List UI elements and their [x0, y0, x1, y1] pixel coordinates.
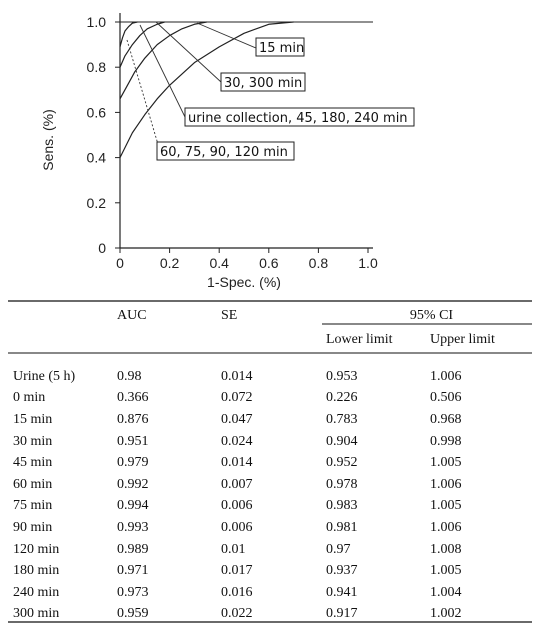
row-label: 180 min	[13, 563, 60, 579]
upper-limit-value: 1.006	[430, 368, 462, 384]
se-value: 0.072	[221, 390, 253, 406]
label-30-300: 30, 300 min	[224, 76, 303, 91]
lower-limit-value: 0.981	[326, 519, 358, 535]
roc-curve-3	[120, 22, 137, 47]
upper-limit-value: 0.968	[430, 411, 462, 427]
chart-axes	[120, 13, 373, 248]
y-tick-label: 0.8	[86, 59, 106, 76]
upper-limit-value: 0.506	[430, 390, 462, 406]
se-value: 0.047	[221, 411, 253, 427]
upper-limit-value: 1.004	[430, 584, 462, 600]
auc-value: 0.366	[117, 390, 149, 406]
row-label: 240 min	[13, 584, 60, 600]
row-label: 60 min	[13, 476, 53, 492]
header-upper-limit: Upper limit	[430, 332, 495, 347]
header-empty	[13, 304, 117, 328]
lower-limit-value: 0.97	[326, 541, 351, 557]
table-row	[13, 452, 537, 474]
table-row	[13, 582, 537, 604]
y-tick-label: 1.0	[86, 14, 106, 30]
y-tick-label: 0	[98, 240, 106, 256]
x-tick-label: 0	[116, 255, 124, 271]
se-value: 0.022	[221, 606, 253, 622]
auc-value: 0.994	[117, 498, 149, 514]
header-lower-limit: Lower limit	[326, 332, 393, 347]
auc-value: 0.98	[117, 368, 142, 384]
auc-value: 0.971	[117, 563, 149, 579]
lower-limit-value: 0.953	[326, 368, 358, 384]
row-label: 30 min	[13, 433, 53, 449]
header-empty	[13, 328, 117, 352]
x-tick-label: 0.2	[159, 255, 180, 271]
se-value: 0.006	[221, 519, 253, 535]
label-60-120: 60, 75, 90, 120 min	[160, 145, 288, 160]
lower-limit-value: 0.226	[326, 390, 358, 406]
row-label: 15 min	[13, 411, 53, 427]
row-label: 90 min	[13, 519, 53, 535]
se-value: 0.014	[221, 368, 253, 384]
table-row	[13, 431, 537, 453]
lower-limit-value: 0.952	[326, 455, 358, 471]
table-row	[13, 604, 537, 626]
auc-value: 0.993	[117, 519, 149, 535]
upper-limit-value: 1.005	[430, 455, 462, 471]
row-label: 45 min	[13, 455, 53, 471]
row-label: 75 min	[13, 498, 53, 514]
lower-limit-value: 0.941	[326, 584, 358, 600]
upper-limit-value: 0.998	[430, 433, 462, 449]
se-value: 0.017	[221, 563, 253, 579]
se-value: 0.016	[221, 584, 253, 600]
upper-limit-value: 1.002	[430, 606, 462, 622]
y-axis-label: Sens. (%)	[40, 109, 56, 171]
lower-limit-value: 0.978	[326, 476, 358, 492]
header-empty	[221, 328, 326, 352]
lower-limit-value: 0.783	[326, 411, 358, 427]
y-tick-label: 0.6	[86, 104, 106, 121]
se-value: 0.024	[221, 433, 253, 449]
x-tick-label: 0.4	[209, 255, 229, 271]
lower-limit-value: 0.983	[326, 498, 358, 514]
table-row	[13, 560, 537, 582]
auc-table	[13, 304, 537, 625]
label-urine: urine collection, 45, 180, 240 min	[188, 111, 408, 126]
annotation-60-120	[127, 40, 294, 160]
row-label: Urine (5 h)	[13, 368, 76, 384]
label-15min: 15 min	[259, 41, 305, 56]
auc-value: 0.973	[117, 584, 149, 600]
header-empty	[117, 328, 221, 352]
leader-line	[140, 25, 185, 117]
auc-value: 0.992	[117, 476, 149, 492]
upper-limit-value: 1.005	[430, 498, 462, 514]
table-row	[13, 539, 537, 561]
header-se: SE	[221, 308, 238, 323]
row-label: 0 min	[13, 390, 46, 406]
x-axis-label: 1-Spec. (%)	[207, 274, 281, 290]
table-row	[13, 517, 537, 539]
table-row	[13, 388, 537, 410]
se-value: 0.007	[221, 476, 253, 492]
header-ci: 95% CI	[409, 308, 454, 323]
se-value: 0.014	[221, 455, 253, 471]
auc-value: 0.951	[117, 433, 149, 449]
table-row	[13, 474, 537, 496]
y-tick-label: 0.2	[86, 194, 106, 211]
table-row	[13, 496, 537, 518]
x-tick-label: 0.8	[308, 255, 329, 271]
x-tick-label: 0.6	[259, 255, 279, 271]
upper-limit-value: 1.008	[430, 541, 462, 557]
table-header-row-2	[13, 328, 537, 352]
table-row	[13, 352, 537, 388]
row-label: 120 min	[13, 541, 60, 557]
se-value: 0.01	[221, 541, 246, 557]
y-tick-label: 0.4	[86, 149, 106, 166]
se-value: 0.006	[221, 498, 253, 514]
table-header-row-1	[13, 304, 537, 328]
header-auc: AUC	[117, 308, 147, 323]
lower-limit-value: 0.904	[326, 433, 358, 449]
upper-limit-value: 1.006	[430, 476, 462, 492]
lower-limit-value: 0.937	[326, 563, 358, 579]
leader-line	[197, 23, 256, 48]
table-row	[13, 409, 537, 431]
upper-limit-value: 1.005	[430, 563, 462, 579]
x-tick-label: 1.0	[358, 255, 378, 271]
auc-value: 0.959	[117, 606, 149, 622]
row-label: 300 min	[13, 606, 60, 622]
upper-limit-value: 1.006	[430, 519, 462, 535]
auc-value: 0.989	[117, 541, 149, 557]
lower-limit-value: 0.917	[326, 606, 358, 622]
auc-value: 0.876	[117, 411, 149, 427]
auc-value: 0.979	[117, 455, 149, 471]
roc-chart	[0, 0, 547, 300]
